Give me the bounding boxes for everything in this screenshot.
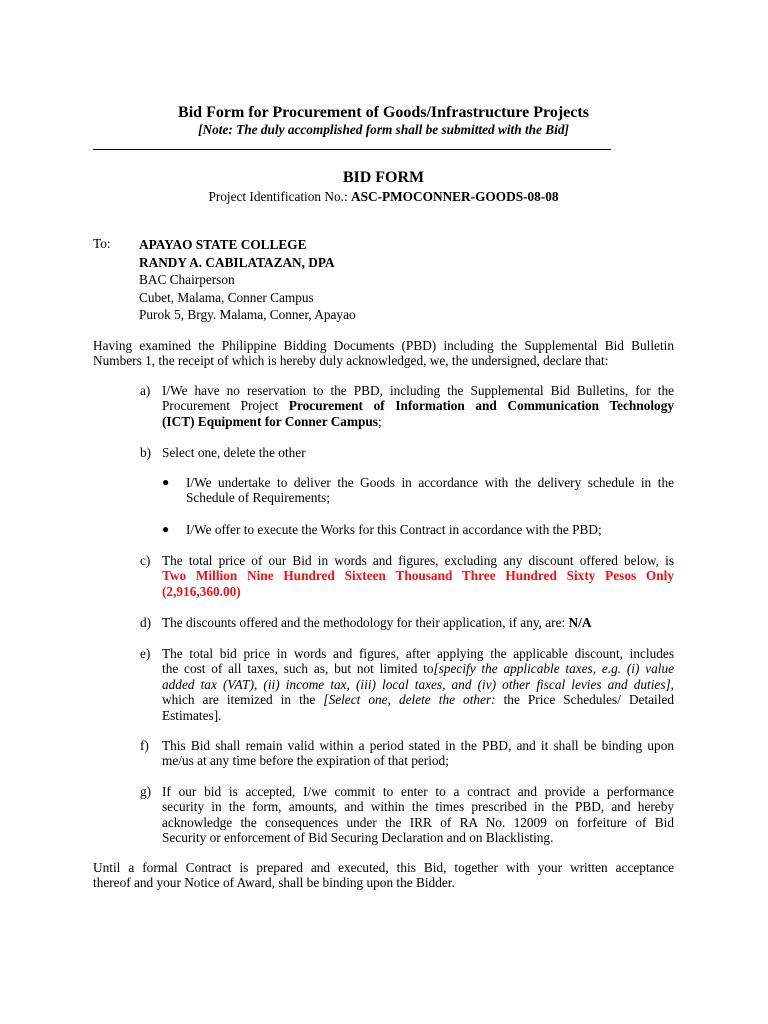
item-text: Select one, delete the other [162,445,306,460]
item-text [162,615,674,630]
item-line: Estimates]. [162,707,222,723]
item-line: Security or enforcement of Bid Securing Declaration and on Blacklisting. [162,830,554,846]
item-letter: e) [140,646,151,661]
closing-line: thereof and your Notice of Award, shall be binding upon the Bidder. [93,875,455,891]
addressee-institution: APAYAO STATE COLLEGE [139,237,307,252]
discount-value: N/A [568,615,592,630]
item-text [162,784,674,846]
document-title: Bid Form for Procurement of Goods/Infrastructure Projects [178,104,589,121]
project-identification [93,189,674,204]
intro-paragraph [93,338,674,369]
intro-line: Having examined the Philippine Bidding Documents (PBD) including the Supplemental Bid Bulletin [93,338,674,353]
project-id-label: Project Identification No.: [208,189,348,204]
item-line-plain: which are itemized in the [162,692,324,708]
item-letter: d) [140,615,152,630]
item-line-plain: The discounts offered and the methodology for their application, if any, are: [162,615,569,630]
bullet-line: Schedule of Requirements; [186,490,331,506]
item-line [162,414,674,429]
item-text [162,738,674,769]
bid-price-in-words: Two Million Nine Hundred Sixteen Thousand Three Hundred Sixty Pesos Only [162,568,674,584]
item-line: If our bid is accepted, I/we commit to enter to a contract and provide a performance [162,784,674,799]
bullet-icon: ● [162,522,170,536]
item-line: security in the form, amounts, and within the times prescribed in the PBD, and hereby [162,799,674,815]
procurement-project-name: Procurement of Information and Communication Technology [288,398,674,414]
item-text [162,646,674,723]
item-line: acknowledge the consequences under the IRR of RA No. 12009 on forfeiture of Bid [162,814,674,830]
addressee-lines [139,236,356,324]
item-line-plain: , [670,676,674,692]
item-text [162,553,674,599]
bullet-icon: ● [162,475,170,489]
item-line-italic: [specify the applicable taxes, e.g. (i) value [433,661,675,677]
item-line-italic: added tax (VAT), (ii) income tax, (iii) local taxes, and (iv) other fiscal levies and duties] [162,676,671,692]
addressee-name: RANDY A. CABILATAZAN, DPA [139,254,335,270]
item-line [162,677,674,692]
item-line [162,692,674,707]
item-letter: g) [140,784,152,799]
intro-line: Numbers 1, the receipt of which is hereby duly acknowledged, we, the undersigned, declare that: [93,353,609,369]
addressee-position: BAC Chairperson [139,272,235,287]
item-text [162,383,674,429]
item-line: I/We have no reservation to the PBD, including the Supplemental Bid Bulletins, for the [162,383,674,398]
bid-form-heading: BID FORM [342,169,425,186]
item-letter: f) [140,738,149,753]
item-line-plain: the cost of all taxes, such as, but not limited to [162,661,434,677]
bullet-text [186,475,674,506]
header-divider [93,149,611,150]
addressee-address-line: Purok 5, Brgy. Malama, Conner, Apayao [139,307,356,322]
item-line: This Bid shall remain valid within a period stated in the PBD, and it shall be binding upon [162,738,674,753]
item-line-plain: the Price Schedules/ Detailed [503,692,674,708]
bid-price-in-figures: (2,916,360.00) [162,583,241,599]
item-line-plain: Procurement Project [162,398,289,414]
closing-line: Until a formal Contract is prepared and executed, this Bid, together with your written acceptance [93,860,674,875]
addressee-address-line: Cubet, Malama, Conner Campus [139,289,314,305]
submission-note: [Note: The duly accomplished form shall be submitted with the Bid] [198,122,569,137]
item-line: The total bid price in words and figures, after applying the applicable discount, includes [162,646,674,661]
project-id-value: ASC-PMOCONNER-GOODS-08-08 [350,189,559,204]
procurement-project-name-cont: (ICT) Equipment for Conner Campus [162,413,378,429]
item-letter: c) [140,553,151,568]
item-letter: a) [140,383,151,398]
item-line-plain: ; [377,413,382,429]
bullet-text: I/We offer to execute the Works for this Contract in accordance with the PBD; [186,522,602,537]
item-line [162,661,674,676]
item-letter: b) [140,445,152,460]
item-line: me/us at any time before the expiration of that period; [162,753,449,769]
item-line-italic: [Select one, delete the other: [323,692,504,708]
item-line: The total price of our Bid in words and figures, excluding any discount offered below, is [162,553,674,568]
closing-paragraph [93,860,674,891]
to-label: To: [93,236,111,251]
bullet-line: I/We undertake to deliver the Goods in accordance with the delivery schedule in the [186,475,674,490]
item-line [162,398,674,413]
